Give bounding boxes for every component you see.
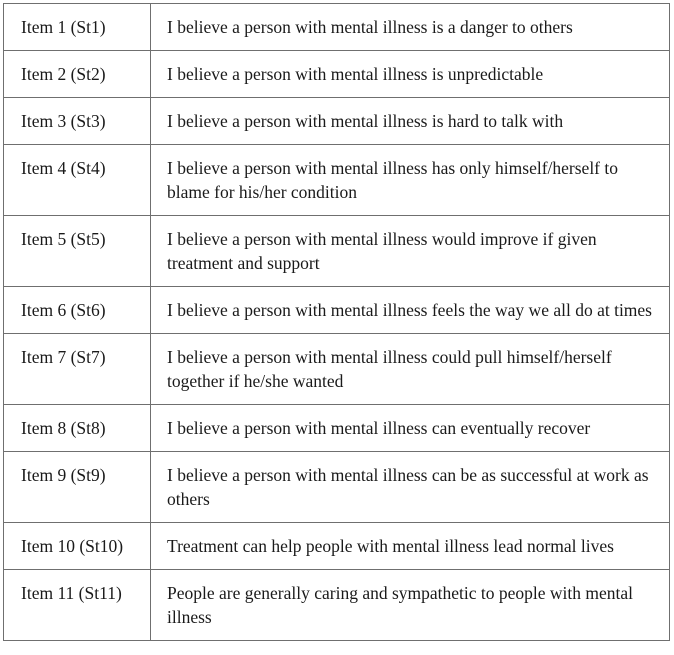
table-row — [4, 4, 670, 51]
item-statement: I believe a person with mental illness is unpredictable — [151, 51, 670, 98]
item-statement: I believe a person with mental illness feels the way we all do at times — [151, 287, 670, 334]
table-row — [4, 405, 670, 452]
item-statement: Treatment can help people with mental illness lead normal lives — [151, 523, 670, 570]
stigma-items-table — [3, 3, 670, 641]
item-label: Item 9 (St9) — [4, 452, 151, 523]
table-body — [4, 4, 670, 641]
item-statement: I believe a person with mental illness is a danger to others — [151, 4, 670, 51]
item-statement: I believe a person with mental illness is hard to talk with — [151, 98, 670, 145]
item-label: Item 1 (St1) — [4, 4, 151, 51]
table-row — [4, 145, 670, 216]
item-label: Item 7 (St7) — [4, 334, 151, 405]
table-row — [4, 216, 670, 287]
item-statement: I believe a person with mental illness would improve if given treatment and support — [151, 216, 670, 287]
item-statement: People are generally caring and sympathetic to people with mental illness — [151, 570, 670, 641]
item-statement: I believe a person with mental illness could pull himself/herself together if he/she wanted — [151, 334, 670, 405]
item-label: Item 5 (St5) — [4, 216, 151, 287]
table-row — [4, 51, 670, 98]
table-row — [4, 334, 670, 405]
item-label: Item 3 (St3) — [4, 98, 151, 145]
item-label: Item 11 (St11) — [4, 570, 151, 641]
table-row — [4, 287, 670, 334]
table-row — [4, 98, 670, 145]
table-row — [4, 570, 670, 641]
item-label: Item 4 (St4) — [4, 145, 151, 216]
item-label: Item 2 (St2) — [4, 51, 151, 98]
item-label: Item 10 (St10) — [4, 523, 151, 570]
item-statement: I believe a person with mental illness can eventually recover — [151, 405, 670, 452]
item-statement: I believe a person with mental illness can be as successful at work as others — [151, 452, 670, 523]
table-row — [4, 452, 670, 523]
table-row — [4, 523, 670, 570]
item-statement: I believe a person with mental illness has only himself/herself to blame for his/her condition — [151, 145, 670, 216]
item-label: Item 6 (St6) — [4, 287, 151, 334]
item-label: Item 8 (St8) — [4, 405, 151, 452]
